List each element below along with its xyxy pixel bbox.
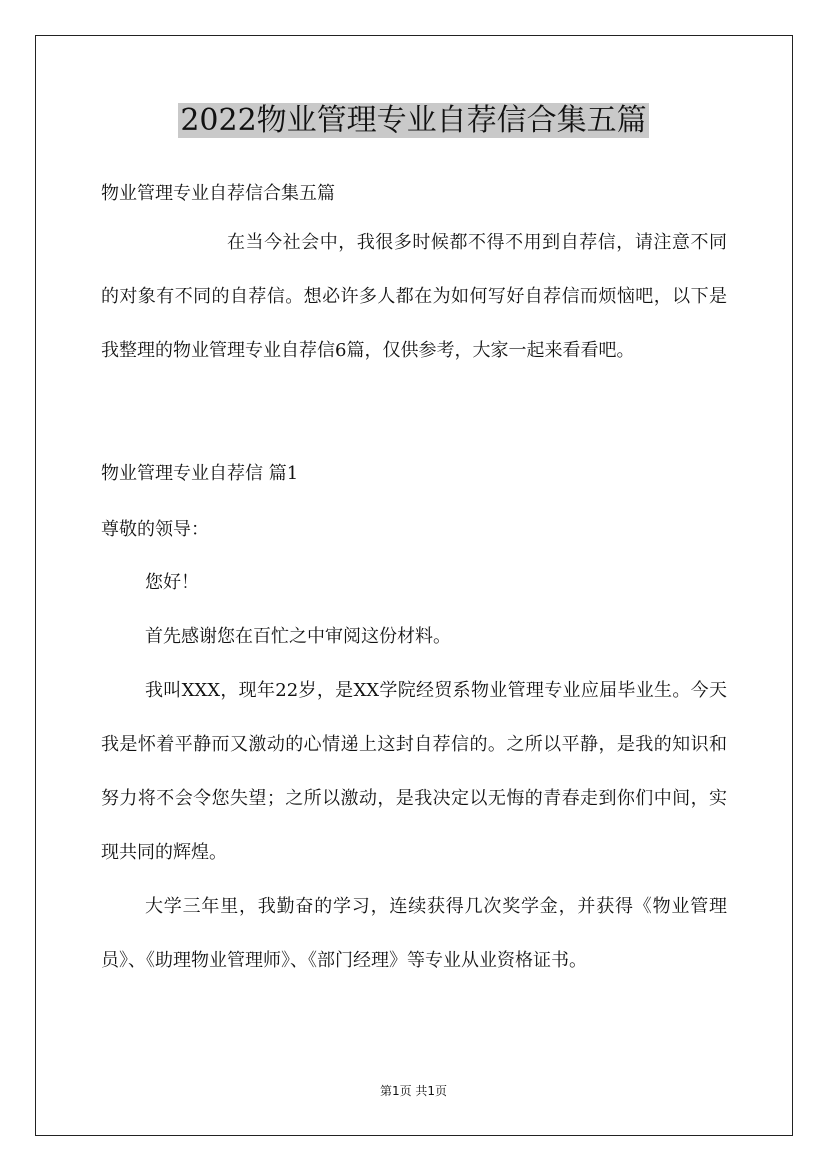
paragraph-3: 大学三年里，我勤奋的学习，连续获得几次奖学金，并获得《物业管理员》、《助理物业管理师》、《部门经理》等专业从业资格证书。 <box>101 896 727 971</box>
paragraph-2: 我叫XXX，现年22岁，是XX学院经贸系物业管理专业应届毕业生。今天我是怀着平静而又激动的心情递上这封自荐信的。之所以平静，是我的知识和努力将不会令您失望；之所以激动，是我决定以无悔的青春走到你们中间，实现共同的辉煌。 <box>101 680 727 863</box>
greeting: 您好！ <box>145 572 199 593</box>
spacer <box>101 378 727 444</box>
paragraph-1: 首先感谢您在百忙之中审阅这份材料。 <box>145 626 451 647</box>
document-subtitle: 物业管理专业自荐信合集五篇 <box>101 183 335 204</box>
document-title <box>0 100 827 142</box>
section-heading: 物业管理专业自荐信 篇1 <box>101 463 299 484</box>
document-body <box>101 172 727 988</box>
page-footer: 第1页 共1页 <box>379 1084 448 1098</box>
document-title-text: 2022物业管理专业自荐信合集五篇 <box>180 103 647 138</box>
salutation: 尊敬的领导： <box>101 519 209 540</box>
intro-paragraph: 在当今社会中，我很多时候都不得不用到自荐信，请注意不同的对象有不同的自荐信。想必许多人都在为如何写好自荐信而烦恼吧，以下是我整理的物业管理专业自荐信6篇，仅供参考，大家一起来看看吧。 <box>101 232 727 361</box>
